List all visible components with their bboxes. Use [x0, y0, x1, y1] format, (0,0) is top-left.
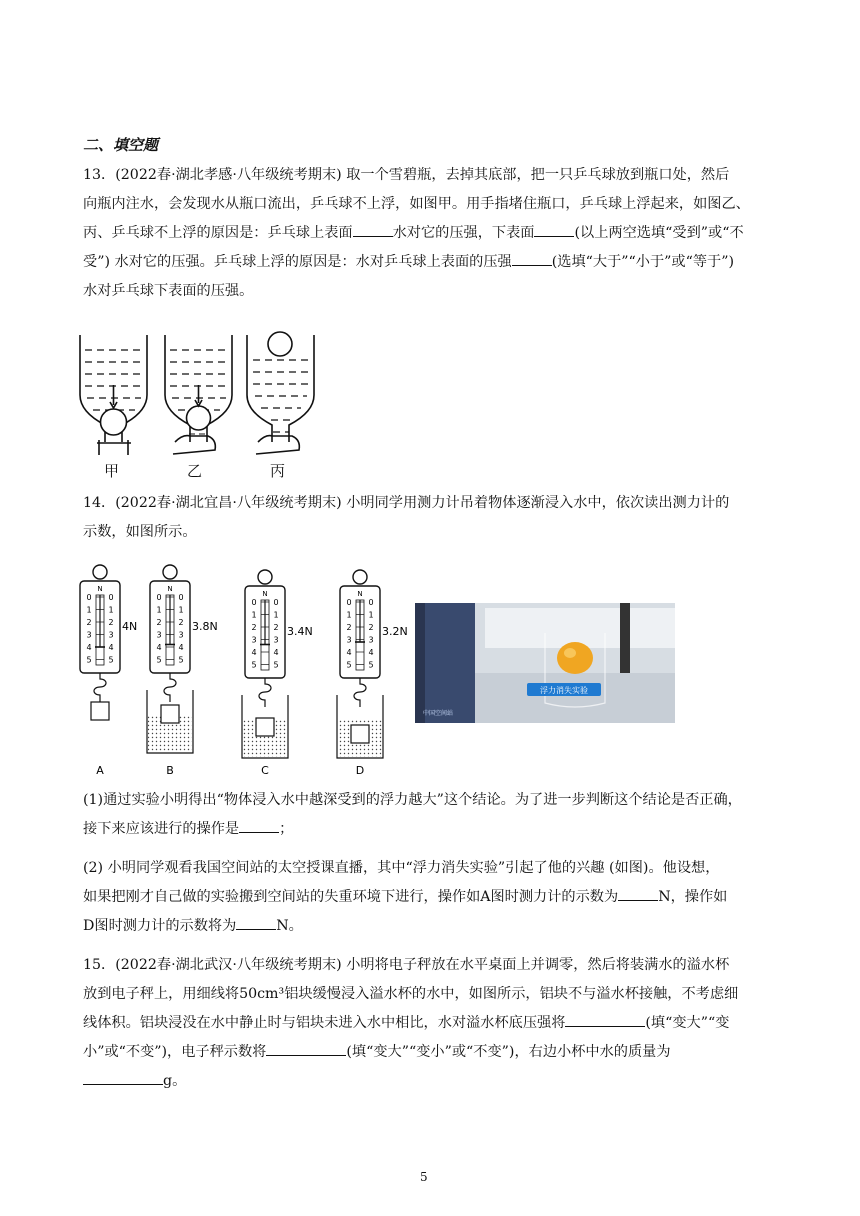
meter-A-block: [91, 702, 109, 720]
meter-D-tick-right: 4: [368, 648, 374, 657]
answer-blank[interactable]: [83, 1068, 163, 1085]
meter-B-tick-right: 1: [178, 605, 184, 615]
bottle-ping-pong-figure: [75, 330, 315, 455]
meter-D-tick-right: 1: [368, 610, 374, 620]
meter-A-tick-right: 5: [108, 655, 114, 665]
meter-A-tick-right: 0: [108, 593, 114, 602]
meter-D-tick-left: 3: [346, 635, 352, 645]
meter-B-block: [161, 705, 179, 723]
meter-C-reading: 3.4N: [287, 625, 313, 638]
meter-D-block: [351, 725, 369, 743]
meter-C-tick-right: 4: [273, 648, 279, 657]
meter-C-hook: [259, 678, 271, 707]
meter-C-tick-left: 3: [251, 635, 257, 645]
meter-B-label: B: [166, 764, 174, 777]
figure-caption-jia: 甲: [104, 462, 120, 480]
meter-D-tick-right: 2: [368, 623, 374, 632]
page-number: 5: [420, 1170, 428, 1184]
meter-B-tick-left: 1: [156, 605, 162, 615]
meter-D-tick-left: 5: [346, 660, 352, 670]
meter-A-label: A: [96, 764, 104, 777]
meter-A-tick-right: 3: [108, 630, 114, 640]
meter-C-tick-left: 4: [251, 648, 257, 657]
meter-A-tick-left: 0: [86, 593, 92, 602]
meter-D-reading: 3.2N: [382, 625, 408, 638]
meter-D-tick-left: 4: [346, 648, 352, 657]
meter-A-unit: N: [97, 585, 103, 593]
meter-A-tick-left: 4: [86, 643, 92, 652]
meter-C-tick-left: 5: [251, 660, 257, 670]
meter-B-tick-left: 3: [156, 630, 162, 640]
meter-A-ring: [93, 565, 107, 579]
meter-C-tick-right: 0: [273, 598, 279, 607]
meter-D-tick-left: 1: [346, 610, 352, 620]
meter-B-tick-right: 4: [178, 643, 184, 652]
meter-D-tick-right: 0: [368, 598, 374, 607]
spring-scale-figure: [75, 560, 410, 780]
meter-D-tick-right: 3: [368, 635, 374, 645]
meter-A-tick-left: 2: [86, 618, 92, 627]
answer-blank[interactable]: [565, 1010, 645, 1027]
question-14-text: 14．(2022春·湖北宜昌·八年级统考期末) 小明同学用测力计吊着物体逐渐浸入水中，依次读出测力计的 示数，如图所示。: [83, 495, 730, 540]
meter-A-reading: 4N: [122, 620, 138, 633]
answer-blank[interactable]: [236, 913, 276, 930]
meter-A-tick-left: 1: [86, 605, 92, 615]
meter-D-label: D: [355, 764, 365, 777]
space-photo-image: [415, 603, 675, 723]
meter-C-ring: [258, 570, 272, 584]
meter-D-hook: [354, 678, 366, 707]
meter-D-tick-right: 5: [368, 660, 374, 670]
meter-B-tick-right: 2: [178, 618, 184, 627]
meter-C-tick-left: 2: [251, 623, 257, 632]
meter-C-label: C: [261, 764, 269, 777]
meter-B-ring: [163, 565, 177, 579]
figure-caption-yi: 乙: [187, 462, 203, 480]
meter-A-tick-right: 2: [108, 618, 114, 627]
figure-caption-bing: 丙: [270, 462, 286, 480]
meter-C-tick-right: 5: [273, 660, 279, 670]
answer-blank[interactable]: [239, 816, 279, 833]
meter-D-ring: [353, 570, 367, 584]
answer-blank[interactable]: [512, 249, 552, 266]
meter-B-tick-left: 0: [156, 593, 162, 602]
meter-C-block: [256, 718, 274, 736]
meter-D-tick-left: 0: [346, 598, 352, 607]
meter-A-tick-right: 1: [108, 605, 114, 615]
meter-A-tick-left: 3: [86, 630, 92, 640]
section-title: 二、填空题: [83, 136, 159, 154]
meter-C-tick-right: 2: [273, 623, 279, 632]
question-14-sub1: (1)通过实验小明得出“物体浸入水中越深受到的浮力越大”这个结论。为了进一步判断这个结论是否正确， 接下来应该进行的操作是 ；: [83, 792, 742, 837]
meter-C-tick-left: 0: [251, 598, 257, 607]
meter-C-unit: N: [262, 590, 268, 598]
meter-A-tick-left: 5: [86, 655, 92, 665]
question-15-text: 15．(2022春·湖北武汉·八年级统考期末) 小明将电子秤放在水平桌面上并调零，然后将装满水的溢水杯 放到电子秤上，用细线将50cm³铝块缓慢浸入溢水杯的水中，如图所示，铝块不与溢水杯接触，不考虑细 线体积。铝块浸没在水中静止时与铝块未进入水中相比，水对溢水杯底压强将 (填“变大”“变 小”或“不变”)，电子秤示数将 (填“变大”“变小”或“不变”)，右边小杯中水的质量为 g。: [83, 957, 739, 1089]
answer-blank[interactable]: [534, 220, 574, 237]
meter-B-tick-left: 5: [156, 655, 162, 665]
meter-D-tick-left: 2: [346, 623, 352, 632]
meter-C-tick-left: 1: [251, 610, 257, 620]
meter-B-reading: 3.8N: [192, 620, 218, 633]
meter-C-tick-right: 3: [273, 635, 279, 645]
meter-B-hook: [164, 673, 176, 702]
answer-blank[interactable]: [266, 1039, 346, 1056]
question-13-text: 13．(2022春·湖北孝感·八年级统考期末) 取一个雪碧瓶，去掉其底部，把一只乒乓球放到瓶口处，然后 向瓶内注水，会发现水从瓶口流出，乒乓球不上浮，如图甲。用手指堵住瓶口，乒乓球上浮起来，如图乙、 丙、乒乓球不上浮的原因是：乒乓球上表面 水对它的压强，下表面 (以上两空选填“受到”或“不 受”) 水对它的压强。乒乓球上浮的原因是：水对乒乓球上表面的压强 (选填“大于”“小于”或“等于”) 水对乒乓球下表面的压强。: [83, 167, 750, 299]
space-station-photo: [415, 603, 675, 723]
meter-B-tick-left: 2: [156, 618, 162, 627]
meter-C-tick-right: 1: [273, 610, 279, 620]
meter-B-tick-left: 4: [156, 643, 162, 652]
answer-blank[interactable]: [618, 884, 658, 901]
meter-B-unit: N: [167, 585, 173, 593]
photo-banner-text: 浮力消失实验: [540, 686, 588, 695]
answer-blank[interactable]: [353, 220, 393, 237]
meter-A-hook: [94, 673, 106, 702]
photo-logo-text: 中国空间站: [423, 710, 454, 717]
question-14-sub2: (2) 小明同学观看我国空间站的太空授课直播，其中“浮力消失实验”引起了他的兴趣 (如图)。他设想， 如果把刚才自己做的实验搬到空间站的失重环境下进行，操作如A图时测力计的示数为 N，操作如 D图时测力计的示数将为 N。: [83, 860, 728, 934]
meter-A-tick-right: 4: [108, 643, 114, 652]
meter-B-tick-right: 0: [178, 593, 184, 602]
meter-B-tick-right: 3: [178, 630, 184, 640]
meter-D-unit: N: [357, 590, 363, 598]
meter-B-tick-right: 5: [178, 655, 184, 665]
